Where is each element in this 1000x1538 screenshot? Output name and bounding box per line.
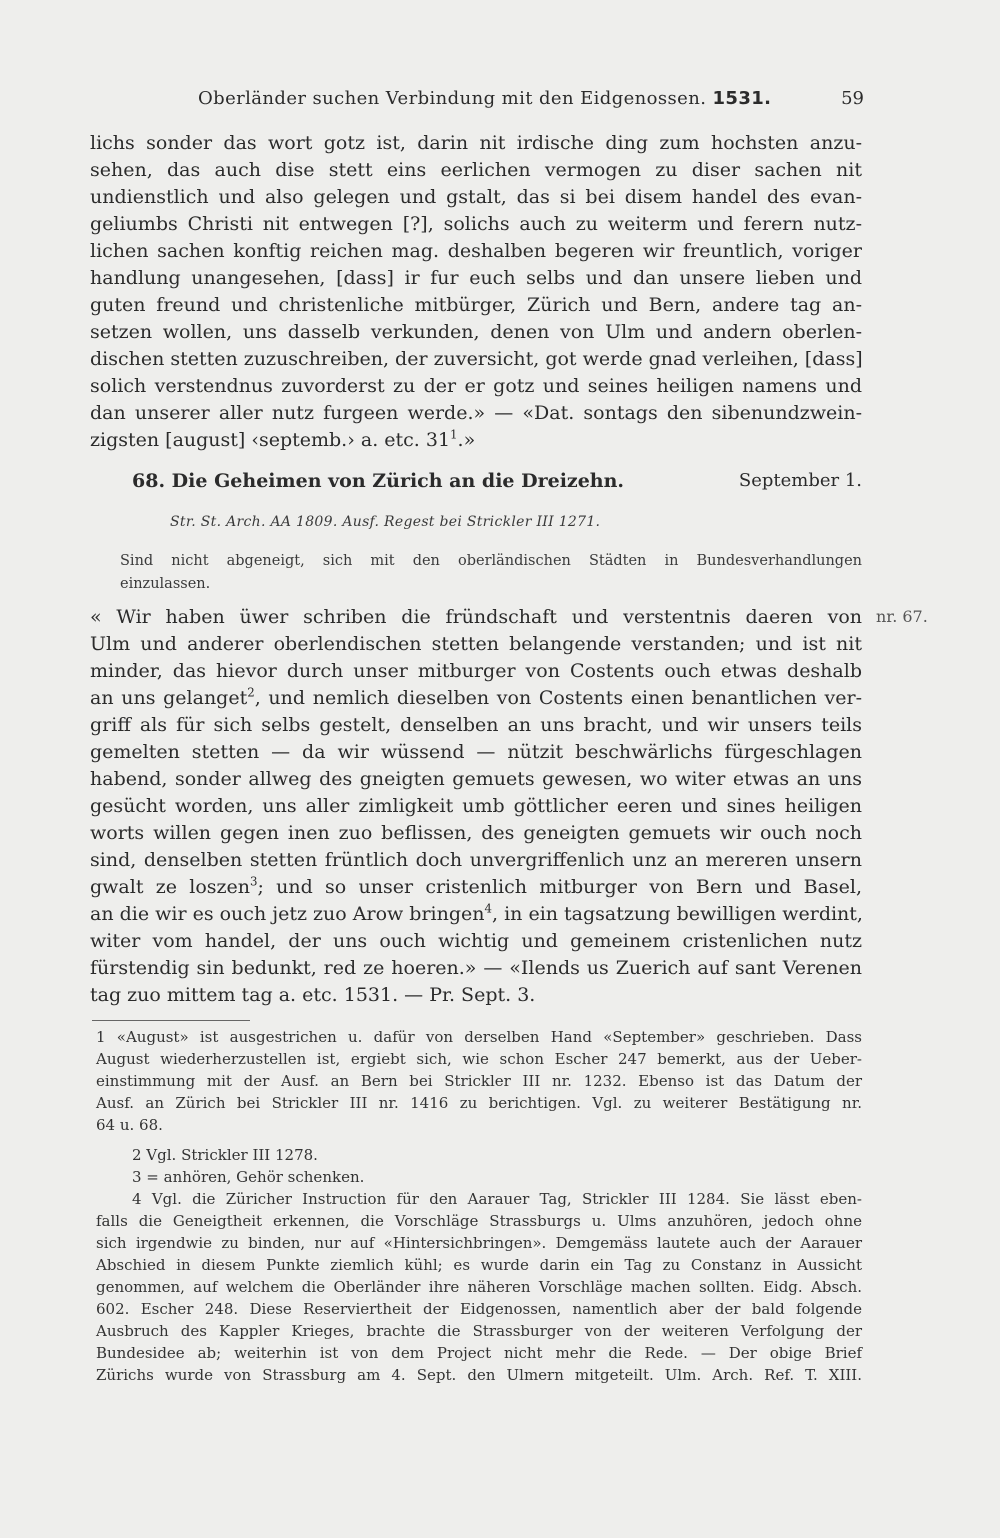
footnote-line: 3 = anhören, Gehör schenken. [132, 1168, 365, 1186]
summary-line: einzulassen. [120, 576, 211, 592]
text-line: gesücht worden, uns aller zimligkeit umb göttlicher eeren und sines heiligen [90, 795, 862, 817]
source-citation: Str. St. Arch. AA 1809. Ausf. Regest bei Strickler III 1271. [170, 514, 601, 530]
footnote-line: Ausf. an Zürich bei Strickler III nr. 1416 zu berichtigen. Vgl. zu weiterer Bestätigung nr. [96, 1094, 862, 1112]
footnote-line: 64 u. 68. [96, 1116, 163, 1134]
text-line: sehen, das auch dise stett eins eerlichen vermogen zu diser sachen nit [90, 159, 862, 181]
margin-note: nr. 67. [876, 607, 928, 626]
footnote-line: Zürichs wurde von Strassburg am 4. Sept. den Ulmern mitgeteilt. Ulm. Arch. Ref. T. XIII. [96, 1366, 862, 1384]
footnote-line: 602. Escher 248. Diese Reserviertheit der Eidgenossen, namentlich aber der bald folgende [96, 1300, 862, 1318]
footnote-line: falls die Geneigtheit erkennen, die Vorschläge Strassburgs u. Ulms anzuhören, jedoch ohne [96, 1212, 862, 1230]
page-number: 59 [841, 88, 864, 109]
text-line: fürstendig sin bedunkt, red ze hoeren.» — «Ilends us Zuerich auf sant Verenen [90, 957, 862, 979]
footnote-line: einstimmung mit der Ausf. an Bern bei Strickler III nr. 1232. Ebenso ist das Datum der [96, 1072, 862, 1090]
text-line: sind, denselben stetten früntlich doch unvergriffenlich unz an mereren unsern [90, 849, 862, 871]
text-line: Ulm und anderer oberlendischen stetten belangende verstanden; und ist nit [90, 633, 862, 655]
text-line: dischen stetten zuzuschreiben, der zuversicht, got werde gnad verleihen, [dass] [90, 348, 863, 370]
text-line: an uns gelanget$^2$, und nemlich dieselben von Costents einen benantlichen ver- [90, 685, 862, 709]
section-heading: 68. Die Geheimen von Zürich an die Dreizehn. [132, 470, 625, 492]
footnote-line: 2 Vgl. Strickler III 1278. [132, 1146, 318, 1164]
text-line: setzen wollen, uns dasselb verkunden, denen von Ulm und andern oberlen- [90, 321, 862, 343]
running-header [198, 88, 864, 114]
footnote-line: sich irgendwie zu binden, nur auf «Hintersichbringen». Demgemäss lautete auch der Aarauer [96, 1234, 862, 1252]
section-date: September 1. [738, 470, 862, 491]
footnote-ref: 4 [484, 901, 493, 916]
text-line: undienstlich und also gelegen und gstalt, das si bei disem handel des evan- [90, 186, 862, 208]
footnote-line: Ausbruch des Kappler Krieges, brachte die Strassburger von der weiteren Verfolgung der [96, 1322, 862, 1340]
footnote-line: August wiederherzustellen ist, ergiebt sich, wie schon Escher 247 bemerkt, aus der Ueber- [96, 1050, 862, 1068]
text-line: witer vom handel, der uns ouch wichtig und gemeinem cristenlichen nutz [90, 930, 862, 952]
text-line: lichs sonder das wort gotz ist, darin nit irdische ding zum hochsten anzu- [90, 132, 862, 154]
footnote-line: genommen, auf welchem die Oberländer ihre näheren Vorschläge machen sollten. Eidg. Absch. [96, 1278, 862, 1296]
text-line: geliumbs Christi nit entwegen [?], solichs auch zu weiterm und ferern nutz- [90, 213, 862, 235]
text-line: gwalt ze loszen$^3$; und so unser cristenlich mitburger von Bern und Basel, [90, 874, 862, 898]
footnote-ref: 3 [250, 874, 258, 889]
text-line: tag zuo mittem tag a. etc. 1531. — Pr. Sept. 3. [90, 984, 536, 1006]
footnote-line: Abschied in diesem Punkte ziemlich kühl; es wurde darin ein Tag zu Constanz in Aussicht [96, 1256, 862, 1274]
text-line: dan unserer aller nutz furgeen werde.» — «Dat. sontags den sibenundzwein- [90, 402, 862, 424]
text-line: guten freund und christenliche mitbürger, Zürich und Bern, andere tag an- [90, 294, 862, 316]
text-line: « Wir haben üwer schriben die fründschaft und verstentnis daeren von [90, 606, 862, 628]
text-line: lichen sachen konftig reichen mag. deshalben begeren wir freuntlich, voriger [90, 240, 862, 262]
footnote-divider [92, 1020, 250, 1021]
footnote-line: Bundesidee ab; weiterhin ist von dem Project nicht mehr die Rede. — Der obige Brief [96, 1344, 862, 1362]
text-line: an die wir es ouch jetz zuo Arow bringen$^4$, in ein tagsatzung bewilligen werdint, [90, 901, 863, 925]
text-line: habend, sonder allweg des gneigten gemuets gewesen, wo witer etwas an uns [90, 768, 862, 790]
text-line: worts willen gegen inen zuo beflissen, des geneigten gemuets wir ouch noch [90, 822, 862, 844]
text-line: zigsten [august] ‹septemb.› a. etc. $31^1$.» [90, 427, 476, 451]
header-year: 1531. [712, 88, 772, 109]
text-line: solich verstendnus zuvorderst zu der er gotz und seines heiligen namens und [90, 375, 862, 397]
text-line: gemelten stetten — da wir wüssend — nützit beschwärlichs fürgeschlagen [90, 741, 862, 763]
summary-line: Sind nicht abgeneigt, sich mit den oberländischen Städten in Bundesverhandlungen [120, 553, 862, 569]
footnote-line: 4 Vgl. die Züricher Instruction für den Aarauer Tag, Strickler III 1284. Sie lässt eben- [132, 1190, 862, 1208]
text-line: griff als für sich selbs gestelt, denselben an uns bracht, und wir unsers teils [90, 714, 862, 736]
footnote-line: 1 «August» ist ausgestrichen u. dafür von derselben Hand «September» geschrieben. Dass [96, 1028, 862, 1046]
text-line: handlung unangesehen, [dass] ir fur euch selbs und dan unsere lieben und [90, 267, 862, 289]
footnote-ref: 2 [247, 685, 255, 700]
footnote-ref: 1 [450, 427, 458, 442]
running-title: Oberländer suchen Verbindung mit den Eidgenossen. 1531. [198, 88, 772, 109]
text-line: minder, das hievor durch unser mitburger von Costents ouch etwas deshalb [90, 660, 862, 682]
